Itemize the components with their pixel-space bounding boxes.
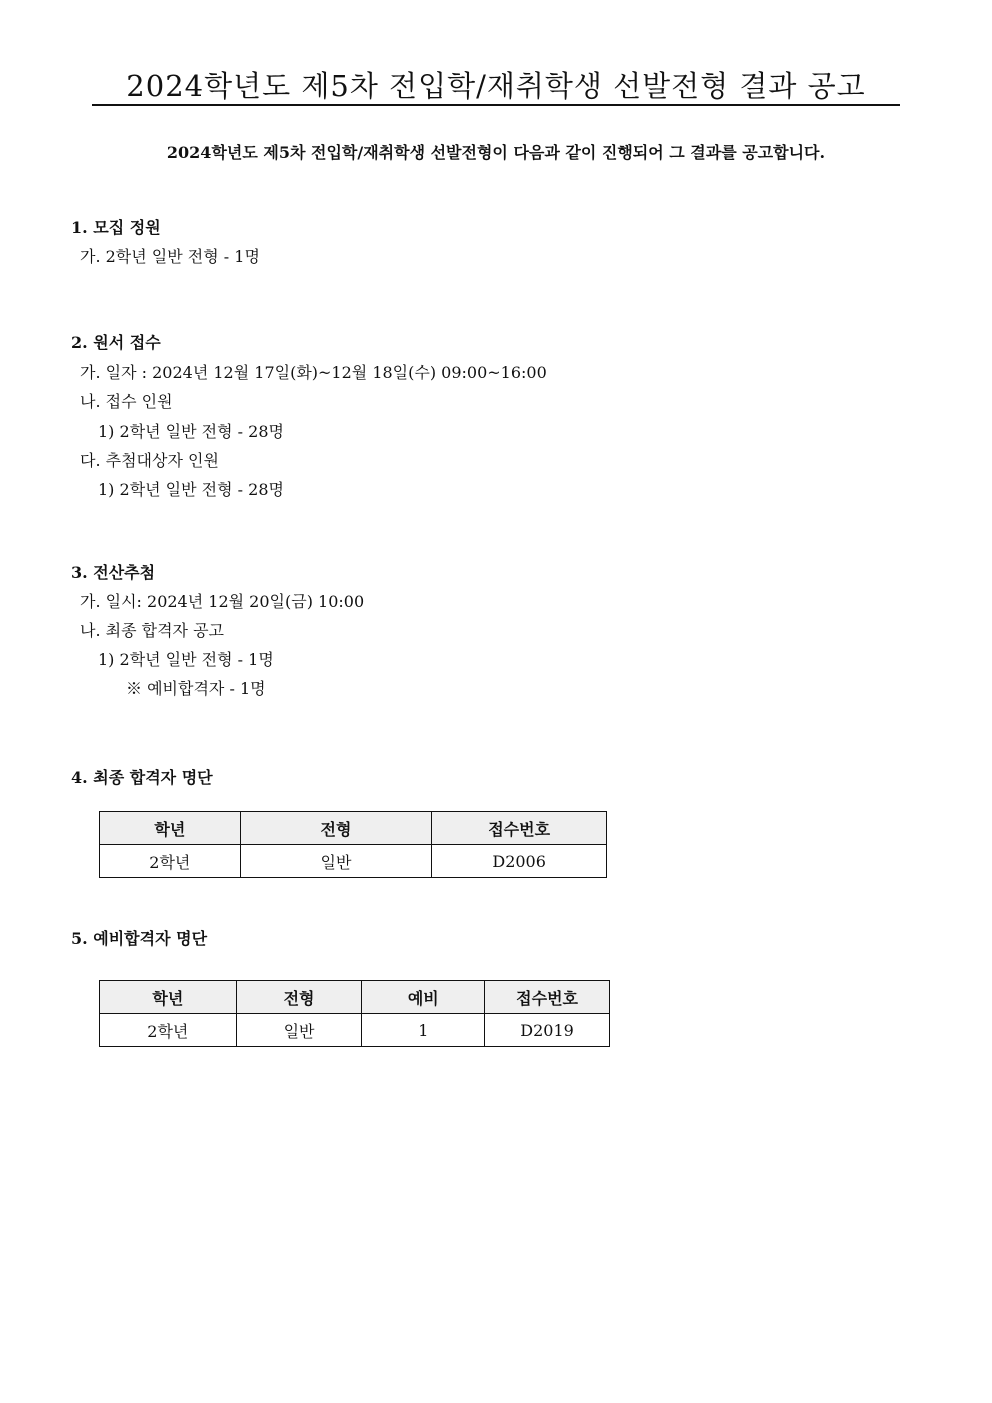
section-2-line: 1) 2학년 일반 전형 - 28명 [98,422,284,441]
header-cell: 접수번호 [485,981,610,1014]
section-2-line: 1) 2학년 일반 전형 - 28명 [98,480,284,499]
section-1-heading: 1. 모집 정원 [71,218,161,237]
title-underline [92,104,900,106]
table-cell: 1 [362,1014,485,1047]
table-cell: 2학년 [100,845,241,878]
section-3-line: 1) 2학년 일반 전형 - 1명 [98,650,274,669]
page-title: 2024학년도 제5차 전입학/재취학생 선발전형 결과 공고 [126,69,866,103]
table-header-row [100,981,610,1014]
section-3-line: 나. 최종 합격자 공고 [80,621,224,640]
section-3-heading: 3. 전산추첨 [71,563,156,582]
header-cell: 전형 [236,981,362,1014]
table-row [100,845,607,878]
table-cell: D2019 [485,1014,610,1047]
table-header-row [100,812,607,845]
intro-text: 2024학년도 제5차 전입학/재취학생 선발전형이 다음과 같이 진행되어 그 결과를 공고합니다. [166,143,826,162]
table-cell: 일반 [236,1014,362,1047]
table-cell: D2006 [432,845,607,878]
header-cell: 전형 [240,812,432,845]
table-row [100,1014,610,1047]
section-2-heading: 2. 원서 접수 [71,333,161,352]
section-1-line: 가. 2학년 일반 전형 - 1명 [80,247,260,266]
section-2-line: 가. 일자 : 2024년 12월 17일(화)~12월 18일(수) 09:00~16:00 [80,363,547,382]
table-cell: 2학년 [100,1014,237,1047]
header-cell: 학년 [100,981,237,1014]
section-2-line: 다. 추첨대상자 인원 [80,451,219,470]
section-5-heading: 5. 예비합격자 명단 [71,929,208,948]
header-cell: 접수번호 [432,812,607,845]
header-cell: 학년 [100,812,241,845]
header-cell: 예비 [362,981,485,1014]
section-3-note: ※ 예비합격자 - 1명 [126,679,266,698]
section-3-line: 가. 일시: 2024년 12월 20일(금) 10:00 [80,592,365,611]
section-4-heading: 4. 최종 합격자 명단 [71,768,213,787]
table-cell: 일반 [240,845,432,878]
final-pass-table [99,811,607,878]
waitlist-table [99,980,610,1047]
section-2-line: 나. 접수 인원 [80,392,173,411]
